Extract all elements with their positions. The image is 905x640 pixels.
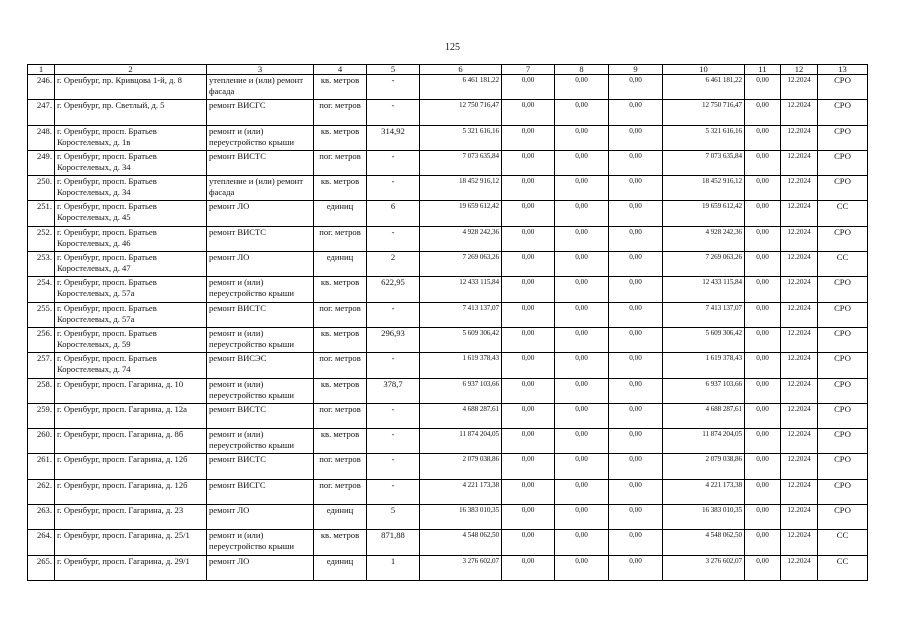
row-number: 262. bbox=[28, 479, 55, 504]
row-number: 246. bbox=[28, 75, 55, 100]
work-type-cell: ремонт и (или) переустройство крыши bbox=[207, 429, 314, 454]
owner-funds-cell: 18 452 916,12 bbox=[663, 176, 745, 201]
quantity-cell: - bbox=[367, 403, 420, 428]
table-row bbox=[28, 327, 868, 352]
work-type-cell: ремонт и (или) переустройство крыши bbox=[207, 125, 314, 150]
row-number: 263. bbox=[28, 505, 55, 530]
table-row bbox=[28, 429, 868, 454]
other-funds-cell: 0,00 bbox=[745, 125, 781, 150]
table-row bbox=[28, 302, 868, 327]
row-number: 261. bbox=[28, 454, 55, 479]
fund-type-cell: СРО bbox=[818, 277, 868, 302]
address-cell: г. Оренбург, просп. Братьев Коростелевых, д. 59 bbox=[55, 327, 207, 352]
quantity-cell: 5 bbox=[367, 505, 420, 530]
row-number: 260. bbox=[28, 429, 55, 454]
total-cost-cell: 4 221 173,38 bbox=[420, 479, 502, 504]
work-type-cell: ремонт ВИСТС bbox=[207, 454, 314, 479]
regional-funds-cell: 0,00 bbox=[609, 201, 663, 226]
fund-cell: 0,00 bbox=[502, 277, 555, 302]
total-cost-cell: 7 413 137,07 bbox=[420, 302, 502, 327]
regional-funds-cell: 0,00 bbox=[609, 378, 663, 403]
unit-cell: кв. метров bbox=[314, 277, 367, 302]
owner-funds-cell: 1 619 378,43 bbox=[663, 353, 745, 378]
other-funds-cell: 0,00 bbox=[745, 150, 781, 175]
owner-funds-cell: 5 609 306,42 bbox=[663, 327, 745, 352]
total-cost-cell: 1 619 378,43 bbox=[420, 353, 502, 378]
work-type-cell: ремонт и (или) переустройство крыши bbox=[207, 327, 314, 352]
quantity-cell: - bbox=[367, 302, 420, 327]
federal-funds-cell: 0,00 bbox=[555, 100, 609, 125]
address-cell: г. Оренбург, просп. Братьев Коростелевых, д. 46 bbox=[55, 226, 207, 251]
federal-funds-cell: 0,00 bbox=[555, 530, 609, 555]
table-row bbox=[28, 75, 868, 100]
column-header-12: 12 bbox=[781, 65, 818, 75]
other-funds-cell: 0,00 bbox=[745, 454, 781, 479]
owner-funds-cell: 7 413 137,07 bbox=[663, 302, 745, 327]
fund-cell: 0,00 bbox=[502, 125, 555, 150]
column-header-5: 5 bbox=[367, 65, 420, 75]
quantity-cell: 871,88 bbox=[367, 530, 420, 555]
other-funds-cell: 0,00 bbox=[745, 353, 781, 378]
unit-cell: кв. метров bbox=[314, 176, 367, 201]
period-cell: 12.2024 bbox=[781, 505, 818, 530]
work-type-cell: ремонт ЛО bbox=[207, 555, 314, 580]
table-row bbox=[28, 530, 868, 555]
federal-funds-cell: 0,00 bbox=[555, 479, 609, 504]
owner-funds-cell: 6 461 181,22 bbox=[663, 75, 745, 100]
federal-funds-cell: 0,00 bbox=[555, 353, 609, 378]
fund-cell: 0,00 bbox=[502, 302, 555, 327]
other-funds-cell: 0,00 bbox=[745, 530, 781, 555]
address-cell: г. Оренбург, просп. Гагарина, д. 10 bbox=[55, 378, 207, 403]
capital-repair-table bbox=[27, 64, 868, 581]
total-cost-cell: 6 461 181,22 bbox=[420, 75, 502, 100]
period-cell: 12.2024 bbox=[781, 555, 818, 580]
period-cell: 12.2024 bbox=[781, 100, 818, 125]
row-number: 265. bbox=[28, 555, 55, 580]
owner-funds-cell: 4 221 173,38 bbox=[663, 479, 745, 504]
fund-cell: 0,00 bbox=[502, 100, 555, 125]
owner-funds-cell: 4 688 287,61 bbox=[663, 403, 745, 428]
period-cell: 12.2024 bbox=[781, 378, 818, 403]
fund-cell: 0,00 bbox=[502, 201, 555, 226]
address-cell: г. Оренбург, просп. Гагарина, д. 12а bbox=[55, 403, 207, 428]
period-cell: 12.2024 bbox=[781, 429, 818, 454]
regional-funds-cell: 0,00 bbox=[609, 403, 663, 428]
fund-cell: 0,00 bbox=[502, 479, 555, 504]
row-number: 247. bbox=[28, 100, 55, 125]
table-row bbox=[28, 100, 868, 125]
row-number: 255. bbox=[28, 302, 55, 327]
table-row bbox=[28, 226, 868, 251]
table-row bbox=[28, 479, 868, 504]
period-cell: 12.2024 bbox=[781, 201, 818, 226]
quantity-cell: 314,92 bbox=[367, 125, 420, 150]
address-cell: г. Оренбург, просп. Братьев Коростелевых, д. 57а bbox=[55, 302, 207, 327]
unit-cell: пог. метров bbox=[314, 302, 367, 327]
owner-funds-cell: 12 433 115,84 bbox=[663, 277, 745, 302]
federal-funds-cell: 0,00 bbox=[555, 555, 609, 580]
fund-cell: 0,00 bbox=[502, 353, 555, 378]
address-cell: г. Оренбург, просп. Гагарина, д. 29/1 bbox=[55, 555, 207, 580]
other-funds-cell: 0,00 bbox=[745, 555, 781, 580]
regional-funds-cell: 0,00 bbox=[609, 479, 663, 504]
regional-funds-cell: 0,00 bbox=[609, 100, 663, 125]
address-cell: г. Оренбург, просп. Братьев Коростелевых, д. 1в bbox=[55, 125, 207, 150]
federal-funds-cell: 0,00 bbox=[555, 125, 609, 150]
other-funds-cell: 0,00 bbox=[745, 327, 781, 352]
table-row bbox=[28, 125, 868, 150]
other-funds-cell: 0,00 bbox=[745, 378, 781, 403]
owner-funds-cell: 19 659 612,42 bbox=[663, 201, 745, 226]
federal-funds-cell: 0,00 bbox=[555, 176, 609, 201]
other-funds-cell: 0,00 bbox=[745, 505, 781, 530]
period-cell: 12.2024 bbox=[781, 125, 818, 150]
regional-funds-cell: 0,00 bbox=[609, 429, 663, 454]
address-cell: г. Оренбург, просп. Братьев Коростелевых, д. 34 bbox=[55, 150, 207, 175]
period-cell: 12.2024 bbox=[781, 226, 818, 251]
total-cost-cell: 19 659 612,42 bbox=[420, 201, 502, 226]
fund-cell: 0,00 bbox=[502, 403, 555, 428]
fund-type-cell: СРО bbox=[818, 429, 868, 454]
fund-cell: 0,00 bbox=[502, 505, 555, 530]
work-type-cell: ремонт ВИСТС bbox=[207, 226, 314, 251]
table-row bbox=[28, 555, 868, 580]
owner-funds-cell: 5 321 616,16 bbox=[663, 125, 745, 150]
column-header-8: 8 bbox=[555, 65, 609, 75]
address-cell: г. Оренбург, просп. Братьев Коростелевых, д. 34 bbox=[55, 176, 207, 201]
period-cell: 12.2024 bbox=[781, 327, 818, 352]
unit-cell: кв. метров bbox=[314, 125, 367, 150]
fund-type-cell: СРО bbox=[818, 454, 868, 479]
table-row bbox=[28, 150, 868, 175]
work-type-cell: ремонт ВИСТС bbox=[207, 150, 314, 175]
owner-funds-cell: 12 750 716,47 bbox=[663, 100, 745, 125]
federal-funds-cell: 0,00 bbox=[555, 429, 609, 454]
other-funds-cell: 0,00 bbox=[745, 75, 781, 100]
regional-funds-cell: 0,00 bbox=[609, 75, 663, 100]
regional-funds-cell: 0,00 bbox=[609, 150, 663, 175]
fund-type-cell: СРО bbox=[818, 327, 868, 352]
table-body bbox=[28, 75, 868, 581]
regional-funds-cell: 0,00 bbox=[609, 530, 663, 555]
regional-funds-cell: 0,00 bbox=[609, 252, 663, 277]
total-cost-cell: 2 079 038,86 bbox=[420, 454, 502, 479]
column-header-11: 11 bbox=[745, 65, 781, 75]
regional-funds-cell: 0,00 bbox=[609, 353, 663, 378]
regional-funds-cell: 0,00 bbox=[609, 327, 663, 352]
quantity-cell: - bbox=[367, 479, 420, 504]
table-row bbox=[28, 454, 868, 479]
work-type-cell: ремонт и (или) переустройство крыши bbox=[207, 378, 314, 403]
quantity-cell: 1 bbox=[367, 555, 420, 580]
column-header-2: 2 bbox=[55, 65, 207, 75]
address-cell: г. Оренбург, просп. Гагарина, д. 25/1 bbox=[55, 530, 207, 555]
unit-cell: кв. метров bbox=[314, 429, 367, 454]
other-funds-cell: 0,00 bbox=[745, 429, 781, 454]
page-number: 125 bbox=[445, 42, 460, 53]
address-cell: г. Оренбург, просп. Гагарина, д. 12б bbox=[55, 479, 207, 504]
period-cell: 12.2024 bbox=[781, 150, 818, 175]
address-cell: г. Оренбург, просп. Гагарина, д. 23 bbox=[55, 505, 207, 530]
other-funds-cell: 0,00 bbox=[745, 302, 781, 327]
unit-cell: кв. метров bbox=[314, 75, 367, 100]
work-type-cell: ремонт ВИСГС bbox=[207, 100, 314, 125]
period-cell: 12.2024 bbox=[781, 403, 818, 428]
unit-cell: кв. метров bbox=[314, 327, 367, 352]
table-row bbox=[28, 277, 868, 302]
federal-funds-cell: 0,00 bbox=[555, 75, 609, 100]
quantity-cell: - bbox=[367, 454, 420, 479]
other-funds-cell: 0,00 bbox=[745, 226, 781, 251]
total-cost-cell: 18 452 916,12 bbox=[420, 176, 502, 201]
table-row bbox=[28, 252, 868, 277]
owner-funds-cell: 7 269 063,26 bbox=[663, 252, 745, 277]
quantity-cell: - bbox=[367, 176, 420, 201]
quantity-cell: 622,95 bbox=[367, 277, 420, 302]
federal-funds-cell: 0,00 bbox=[555, 454, 609, 479]
address-cell: г. Оренбург, просп. Братьев Коростелевых, д. 74 bbox=[55, 353, 207, 378]
total-cost-cell: 5 321 616,16 bbox=[420, 125, 502, 150]
total-cost-cell: 12 750 716,47 bbox=[420, 100, 502, 125]
federal-funds-cell: 0,00 bbox=[555, 150, 609, 175]
owner-funds-cell: 6 937 103,66 bbox=[663, 378, 745, 403]
fund-type-cell: СРО bbox=[818, 353, 868, 378]
column-header-4: 4 bbox=[314, 65, 367, 75]
owner-funds-cell: 7 073 635,84 bbox=[663, 150, 745, 175]
regional-funds-cell: 0,00 bbox=[609, 226, 663, 251]
unit-cell: кв. метров bbox=[314, 378, 367, 403]
other-funds-cell: 0,00 bbox=[745, 277, 781, 302]
column-header-3: 3 bbox=[207, 65, 314, 75]
row-number: 251. bbox=[28, 201, 55, 226]
address-cell: г. Оренбург, просп. Братьев Коростелевых, д. 47 bbox=[55, 252, 207, 277]
table-row bbox=[28, 176, 868, 201]
owner-funds-cell: 16 383 010,35 bbox=[663, 505, 745, 530]
unit-cell: пог. метров bbox=[314, 454, 367, 479]
total-cost-cell: 3 276 602,07 bbox=[420, 555, 502, 580]
work-type-cell: ремонт ЛО bbox=[207, 252, 314, 277]
period-cell: 12.2024 bbox=[781, 353, 818, 378]
fund-type-cell: СРО bbox=[818, 505, 868, 530]
total-cost-cell: 7 073 635,84 bbox=[420, 150, 502, 175]
federal-funds-cell: 0,00 bbox=[555, 226, 609, 251]
unit-cell: единиц bbox=[314, 555, 367, 580]
fund-type-cell: СРО bbox=[818, 378, 868, 403]
total-cost-cell: 7 269 063,26 bbox=[420, 252, 502, 277]
fund-cell: 0,00 bbox=[502, 429, 555, 454]
row-number: 252. bbox=[28, 226, 55, 251]
row-number: 253. bbox=[28, 252, 55, 277]
regional-funds-cell: 0,00 bbox=[609, 277, 663, 302]
federal-funds-cell: 0,00 bbox=[555, 277, 609, 302]
fund-type-cell: СРО bbox=[818, 150, 868, 175]
period-cell: 12.2024 bbox=[781, 530, 818, 555]
unit-cell: пог. метров bbox=[314, 353, 367, 378]
regional-funds-cell: 0,00 bbox=[609, 176, 663, 201]
other-funds-cell: 0,00 bbox=[745, 100, 781, 125]
regional-funds-cell: 0,00 bbox=[609, 454, 663, 479]
fund-type-cell: СРО bbox=[818, 176, 868, 201]
quantity-cell: 296,93 bbox=[367, 327, 420, 352]
total-cost-cell: 12 433 115,84 bbox=[420, 277, 502, 302]
fund-type-cell: СС bbox=[818, 252, 868, 277]
table-row bbox=[28, 505, 868, 530]
unit-cell: единиц bbox=[314, 505, 367, 530]
fund-cell: 0,00 bbox=[502, 378, 555, 403]
regional-funds-cell: 0,00 bbox=[609, 302, 663, 327]
other-funds-cell: 0,00 bbox=[745, 252, 781, 277]
address-cell: г. Оренбург, просп. Братьев Коростелевых, д. 57а bbox=[55, 277, 207, 302]
fund-type-cell: СРО bbox=[818, 100, 868, 125]
federal-funds-cell: 0,00 bbox=[555, 403, 609, 428]
period-cell: 12.2024 bbox=[781, 75, 818, 100]
quantity-cell: - bbox=[367, 100, 420, 125]
quantity-cell: 6 bbox=[367, 201, 420, 226]
federal-funds-cell: 0,00 bbox=[555, 378, 609, 403]
fund-type-cell: СРО bbox=[818, 479, 868, 504]
row-number: 259. bbox=[28, 403, 55, 428]
fund-type-cell: СС bbox=[818, 201, 868, 226]
work-type-cell: ремонт ВИСТС bbox=[207, 403, 314, 428]
quantity-cell: - bbox=[367, 226, 420, 251]
owner-funds-cell: 3 276 602,07 bbox=[663, 555, 745, 580]
period-cell: 12.2024 bbox=[781, 277, 818, 302]
fund-type-cell: СРО bbox=[818, 403, 868, 428]
fund-type-cell: СС bbox=[818, 530, 868, 555]
work-type-cell: ремонт ВИСТС bbox=[207, 302, 314, 327]
quantity-cell: - bbox=[367, 353, 420, 378]
fund-cell: 0,00 bbox=[502, 176, 555, 201]
row-number: 257. bbox=[28, 353, 55, 378]
regional-funds-cell: 0,00 bbox=[609, 125, 663, 150]
federal-funds-cell: 0,00 bbox=[555, 252, 609, 277]
total-cost-cell: 5 609 306,42 bbox=[420, 327, 502, 352]
quantity-cell: 378,7 bbox=[367, 378, 420, 403]
fund-type-cell: СРО bbox=[818, 75, 868, 100]
unit-cell: пог. метров bbox=[314, 403, 367, 428]
row-number: 250. bbox=[28, 176, 55, 201]
fund-type-cell: СРО bbox=[818, 226, 868, 251]
federal-funds-cell: 0,00 bbox=[555, 505, 609, 530]
total-cost-cell: 4 688 287,61 bbox=[420, 403, 502, 428]
address-cell: г. Оренбург, пр. Светлый, д. 5 bbox=[55, 100, 207, 125]
federal-funds-cell: 0,00 bbox=[555, 302, 609, 327]
fund-cell: 0,00 bbox=[502, 530, 555, 555]
period-cell: 12.2024 bbox=[781, 454, 818, 479]
fund-cell: 0,00 bbox=[502, 75, 555, 100]
row-number: 264. bbox=[28, 530, 55, 555]
row-number: 256. bbox=[28, 327, 55, 352]
total-cost-cell: 4 548 062,50 bbox=[420, 530, 502, 555]
fund-type-cell: СРО bbox=[818, 125, 868, 150]
column-header-6: 6 bbox=[420, 65, 502, 75]
quantity-cell: 2 bbox=[367, 252, 420, 277]
owner-funds-cell: 4 928 242,36 bbox=[663, 226, 745, 251]
table-row bbox=[28, 378, 868, 403]
fund-cell: 0,00 bbox=[502, 327, 555, 352]
table-row bbox=[28, 201, 868, 226]
quantity-cell: - bbox=[367, 429, 420, 454]
fund-cell: 0,00 bbox=[502, 226, 555, 251]
other-funds-cell: 0,00 bbox=[745, 479, 781, 504]
unit-cell: пог. метров bbox=[314, 479, 367, 504]
address-cell: г. Оренбург, просп. Гагарина, д. 12б bbox=[55, 454, 207, 479]
work-type-cell: ремонт ВИСЭС bbox=[207, 353, 314, 378]
column-header-9: 9 bbox=[609, 65, 663, 75]
work-type-cell: ремонт ЛО bbox=[207, 505, 314, 530]
address-cell: г. Оренбург, пр. Кривцова 1-й, д. 8 bbox=[55, 75, 207, 100]
work-type-cell: утепление и (или) ремонт фасада bbox=[207, 75, 314, 100]
table-row bbox=[28, 403, 868, 428]
total-cost-cell: 4 928 242,36 bbox=[420, 226, 502, 251]
owner-funds-cell: 4 548 062,50 bbox=[663, 530, 745, 555]
fund-type-cell: СС bbox=[818, 555, 868, 580]
regional-funds-cell: 0,00 bbox=[609, 505, 663, 530]
work-type-cell: ремонт и (или) переустройство крыши bbox=[207, 530, 314, 555]
period-cell: 12.2024 bbox=[781, 302, 818, 327]
row-number: 258. bbox=[28, 378, 55, 403]
fund-type-cell: СРО bbox=[818, 302, 868, 327]
column-header-1: 1 bbox=[28, 65, 55, 75]
unit-cell: единиц bbox=[314, 201, 367, 226]
total-cost-cell: 11 874 204,05 bbox=[420, 429, 502, 454]
address-cell: г. Оренбург, просп. Братьев Коростелевых, д. 45 bbox=[55, 201, 207, 226]
regional-funds-cell: 0,00 bbox=[609, 555, 663, 580]
unit-cell: единиц bbox=[314, 252, 367, 277]
period-cell: 12.2024 bbox=[781, 176, 818, 201]
address-cell: г. Оренбург, просп. Гагарина, д. 8б bbox=[55, 429, 207, 454]
work-type-cell: ремонт и (или) переустройство крыши bbox=[207, 277, 314, 302]
unit-cell: пог. метров bbox=[314, 150, 367, 175]
work-type-cell: ремонт ВИСГС bbox=[207, 479, 314, 504]
fund-cell: 0,00 bbox=[502, 555, 555, 580]
quantity-cell: - bbox=[367, 150, 420, 175]
unit-cell: пог. метров bbox=[314, 100, 367, 125]
column-header-7: 7 bbox=[502, 65, 555, 75]
other-funds-cell: 0,00 bbox=[745, 201, 781, 226]
column-header-10: 10 bbox=[663, 65, 745, 75]
fund-cell: 0,00 bbox=[502, 252, 555, 277]
unit-cell: пог. метров bbox=[314, 226, 367, 251]
quantity-cell: - bbox=[367, 75, 420, 100]
unit-cell: кв. метров bbox=[314, 530, 367, 555]
column-header-13: 13 bbox=[818, 65, 868, 75]
owner-funds-cell: 2 079 038,86 bbox=[663, 454, 745, 479]
federal-funds-cell: 0,00 bbox=[555, 327, 609, 352]
table-row bbox=[28, 353, 868, 378]
federal-funds-cell: 0,00 bbox=[555, 201, 609, 226]
period-cell: 12.2024 bbox=[781, 479, 818, 504]
column-number-header-row bbox=[28, 65, 868, 75]
other-funds-cell: 0,00 bbox=[745, 176, 781, 201]
other-funds-cell: 0,00 bbox=[745, 403, 781, 428]
work-type-cell: ремонт ЛО bbox=[207, 201, 314, 226]
period-cell: 12.2024 bbox=[781, 252, 818, 277]
work-type-cell: утепление и (или) ремонт фасада bbox=[207, 176, 314, 201]
total-cost-cell: 6 937 103,66 bbox=[420, 378, 502, 403]
owner-funds-cell: 11 874 204,05 bbox=[663, 429, 745, 454]
fund-cell: 0,00 bbox=[502, 150, 555, 175]
row-number: 254. bbox=[28, 277, 55, 302]
row-number: 249. bbox=[28, 150, 55, 175]
fund-cell: 0,00 bbox=[502, 454, 555, 479]
total-cost-cell: 16 383 010,35 bbox=[420, 505, 502, 530]
row-number: 248. bbox=[28, 125, 55, 150]
